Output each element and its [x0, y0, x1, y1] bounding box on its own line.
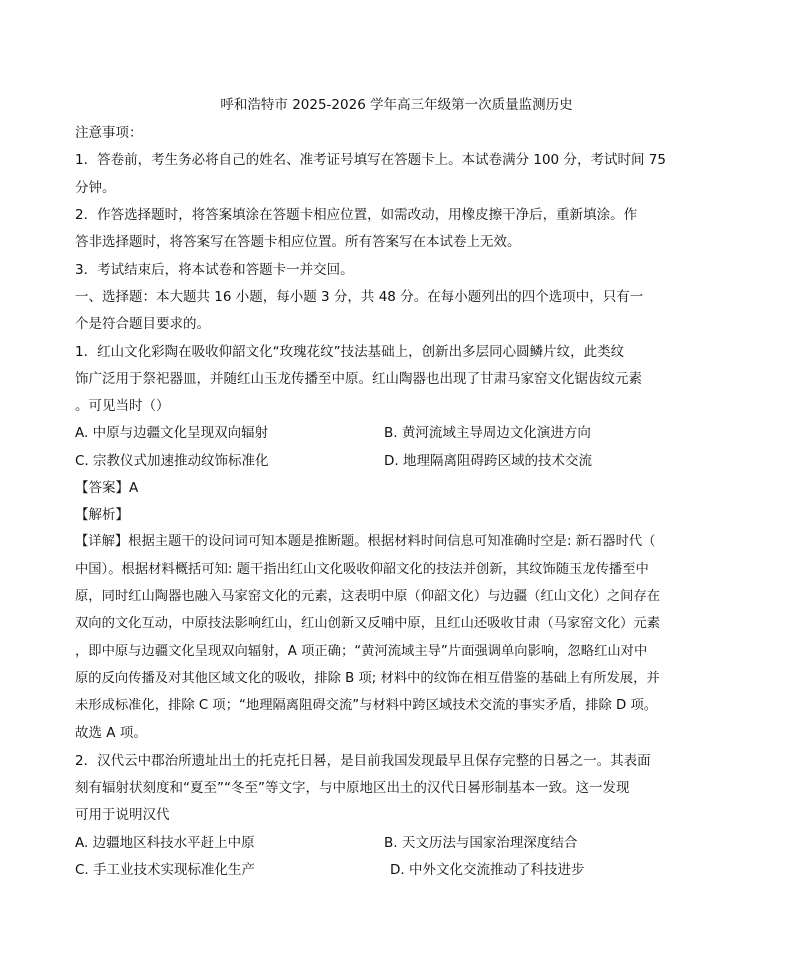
- q1-answer: 【答案】A: [75, 480, 139, 496]
- q1-detail-line-1: 【详解】根据主题干的设问词可知本题是推断题。根据材料时间信息可知准确时空是: 新石器时代（: [75, 534, 656, 549]
- q2-option-b: B. 天文历法与国家治理深度结合: [384, 835, 578, 851]
- q1-detail-line-8: 故选 A 项。: [75, 725, 147, 741]
- q1-option-a: A. 中原与边疆文化呈现双向辐射: [75, 425, 269, 441]
- page-title: 呼和浩特市 2025-2026 学年高三年级第一次质量监测历史: [220, 97, 573, 113]
- notice-item-2-cont: 答非选择题时，将答案写在答题卡相应位置。所有答案写在本试卷上无效。: [75, 234, 521, 250]
- q1-option-c: C. 宗教仪式加速推动纹饰标准化: [75, 453, 269, 469]
- q1-detail-line-5: ，即中原与边疆文化呈现双向辐射，A 项正确；“黄河流域主导”片面强调单向影响，忽略红山对中: [75, 644, 648, 659]
- notice-item-3: 3．考试结束后，将本试卷和答题卡一并交回。: [75, 262, 354, 278]
- q2-stem-line-3: 可用于说明汉代: [75, 807, 170, 823]
- q2-stem-line-1: 2．汉代云中郡治所遗址出土的托克托日晷，是目前我国发现最早且保存完整的日晷之一。其表面: [75, 753, 651, 769]
- notice-item-2: 2．作答选择题时，将答案填涂在答题卡相应位置，如需改动，用橡皮擦干净后，重新填涂。作: [75, 207, 638, 223]
- q2-option-d: D. 中外文化交流推动了科技进步: [390, 862, 585, 878]
- q1-detail-line-6: 原的反向传播及对其他区域文化的吸收，排除 B 项; 材料中的纹饰在相互借鉴的基础上有所发展，并: [75, 671, 660, 686]
- q1-detail-line-3: 原，同时红山陶器也融入马家窑文化的元素，这表明中原（仰韶文化）与边疆（红山文化）之间存在: [75, 589, 661, 604]
- section-heading-cont: 个是符合题目要求的。: [75, 316, 210, 332]
- q1-detail-line-7: 未形成标准化，排除 C 项；“地理隔离阻碍交流”与材料中跨区域技术交流的事实矛盾，排除 D 项。: [75, 698, 658, 713]
- section-heading: 一、选择题：本大题共 16 小题，每小题 3 分，共 48 分。在每小题列出的四个选项中，只有一: [75, 289, 644, 305]
- q1-analysis-label: 【解析】: [75, 507, 129, 523]
- q2-option-a: A. 边疆地区科技水平赶上中原: [75, 835, 255, 851]
- notice-item-1: 1．答卷前，考生务必将自己的姓名、准考证号填写在答题卡上。本试卷满分 100 分，考试时间 75: [75, 152, 666, 168]
- notice-item-1-cont: 分钟。: [75, 180, 116, 196]
- q1-stem-line-3: 。可见当时（）: [75, 398, 170, 414]
- q1-detail-line-2: 中国）。根据材料概括可知: 题干指出红山文化吸收仰韶文化的技法并创新，其纹饰随玉龙传播至中: [75, 562, 649, 577]
- q1-option-b: B. 黄河流域主导周边文化演进方向: [384, 425, 591, 441]
- q1-detail-line-4: 双向的文化互动，中原技法影响红山，红山创新又反哺中原，且红山还吸收甘肃（马家窑文化）元素: [75, 616, 661, 631]
- q2-stem-line-2: 刻有辐射状刻度和“夏至”“冬至”等文字，与中原地区出土的汉代日晷形制基本一致。这一发现: [75, 780, 630, 796]
- q1-option-d: D. 地理隔离阻碍跨区域的技术交流: [384, 453, 592, 469]
- q1-stem-line-1: 1．红山文化彩陶在吸收仰韶文化“玫瑰花纹”技法基础上，创新出多层同心圆鳞片纹，此类纹: [75, 344, 625, 360]
- q2-option-c: C. 手工业技术实现标准化生产: [75, 862, 256, 878]
- q1-stem-line-2: 饰广泛用于祭祀器皿，并随红山玉龙传播至中原。红山陶器也出现了甘肃马家窑文化锯齿纹元素: [75, 371, 642, 387]
- notice-heading: 注意事项：: [75, 125, 143, 141]
